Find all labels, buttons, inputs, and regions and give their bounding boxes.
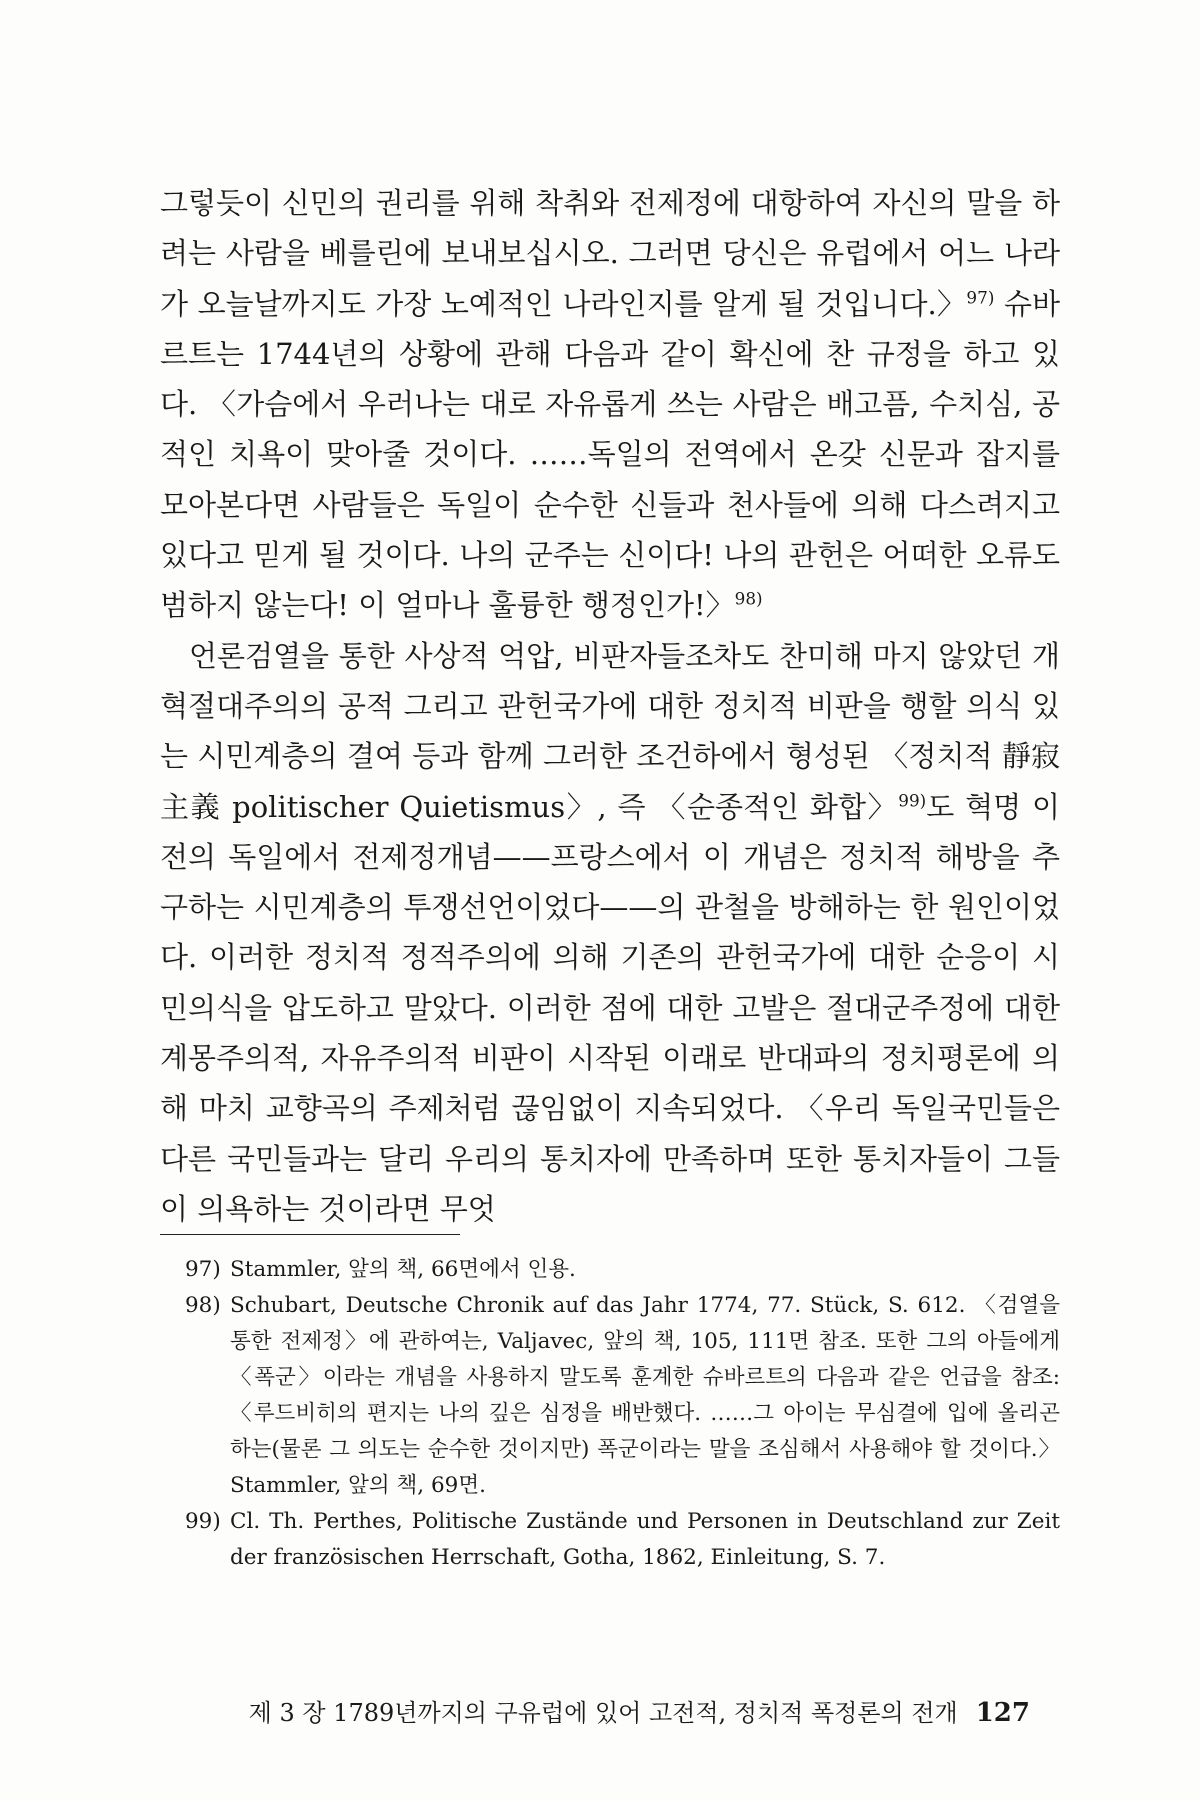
footnote-99 <box>185 1504 1060 1576</box>
footnote-divider <box>160 1234 460 1235</box>
footnote-ref-99: 99) <box>898 789 927 810</box>
running-footer <box>160 1698 1030 1728</box>
footnote-number: 99) <box>185 1509 221 1534</box>
footnote-98 <box>185 1288 1060 1504</box>
footnote-ref-97: 97) <box>966 286 995 307</box>
paragraph-2 <box>160 631 1060 1235</box>
footnote-97 <box>185 1252 1060 1288</box>
footnote-ref-98: 98) <box>734 588 763 609</box>
page-number: 127 <box>975 1698 1030 1728</box>
paragraph-1 <box>160 178 1060 631</box>
footnote-text: Schubart, Deutsche Chronik auf das Jahr 1774, 77. Stück, S. 612. 〈검열을 통한 전제정〉에 관하여는, Valjavec, 앞의 책, 105, 111면 참조. 또한 그의 아들에게 〈폭군〉이라는 개념을 사용하지 말도록 훈계한 슈바르트의 다음과 같은 언급을 참조: 〈루드비히의 편지는 나의 깊은 심정을 배반했다. ……그 아이는 무심결에 입에 올리곤 하는(물론 그 의도는 순수한 것이지만) 폭군이라는 말을 조심해서 사용해야 할 것이다.〉 Stammler, 앞의 책, 69면. <box>230 1293 1060 1498</box>
footnote-text: Cl. Th. Perthes, Politische Zustände und Personen in Deutschland zur Zeit der französischen Herrschaft, Gotha, 1862, Einleitung, S. 7. <box>230 1509 1060 1570</box>
chapter-title: 제 3 장 1789년까지의 구유럽에 있어 고전적, 정치적 폭정론의 전개 <box>248 1699 958 1727</box>
footnote-number: 98) <box>185 1293 221 1318</box>
footnote-number: 97) <box>185 1257 221 1282</box>
paragraph-1-text: 그렇듯이 신민의 권리를 위해 착취와 전제정에 대항하여 자신의 말을 하려는 사람을 베를린에 보내보십시오. 그러면 당신은 유럽에서 어느 나라가 오늘날까지도 가장 노예적인 나라인지를 알게 될 것입니다.〉 <box>160 186 1060 321</box>
paragraph-2-text-cont: 도 혁명 이전의 독일에서 전제정개념——프랑스에서 이 개념은 정치적 해방을 추구하는 시민계층의 투쟁선언이었다——의 관철을 방해하는 한 원인이었다. 이러한 정치적 정적주의에 의해 기존의 관헌국가에 대한 순응이 시민의식을 압도하고 말았다. 이러한 점에 대한 고발은 절대군주정에 대한 계몽주의적, 자유주의적 비판이 시작된 이래로 반대파의 정치평론에 의해 마치 교향곡의 주제처럼 끊임없이 지속되었다. 〈우리 독일국민들은 다른 국민들과는 달리 우리의 통치자에 만족하며 또한 통치자들이 그들이 의욕하는 것이라면 무엇 <box>160 789 1060 1226</box>
paragraph-2-text: 언론검열을 통한 사상적 억압, 비판자들조차도 찬미해 마지 않았던 개혁절대주의의 공적 그리고 관헌국가에 대한 정치적 비판을 행할 의식 있는 시민계층의 결여 등과 함께 그러한 조건하에서 형성된 〈정치적 靜寂主義 politischer Quietismus〉, 즉 〈순종적인 화합〉 <box>160 638 1060 824</box>
footnotes <box>185 1252 1060 1576</box>
paragraph-1-text-cont: 슈바르트는 1744년의 상황에 관해 다음과 같이 확신에 찬 규정을 하고 있다. 〈가슴에서 우러나는 대로 자유롭게 쓰는 사람은 배고픔, 수치심, 공적인 치욕이 맞아줄 것이다. ……독일의 전역에서 온갖 신문과 잡지를 모아본다면 사람들은 독일이 순수한 신들과 천사들에 의해 다스려지고 있다고 믿게 될 것이다. 나의 군주는 신이다! 나의 관헌은 어떠한 오류도 범하지 않는다! 이 얼마나 훌륭한 행정인가!〉 <box>160 286 1060 623</box>
footnote-text: Stammler, 앞의 책, 66면에서 인용. <box>230 1257 576 1282</box>
main-text <box>160 178 1060 1234</box>
